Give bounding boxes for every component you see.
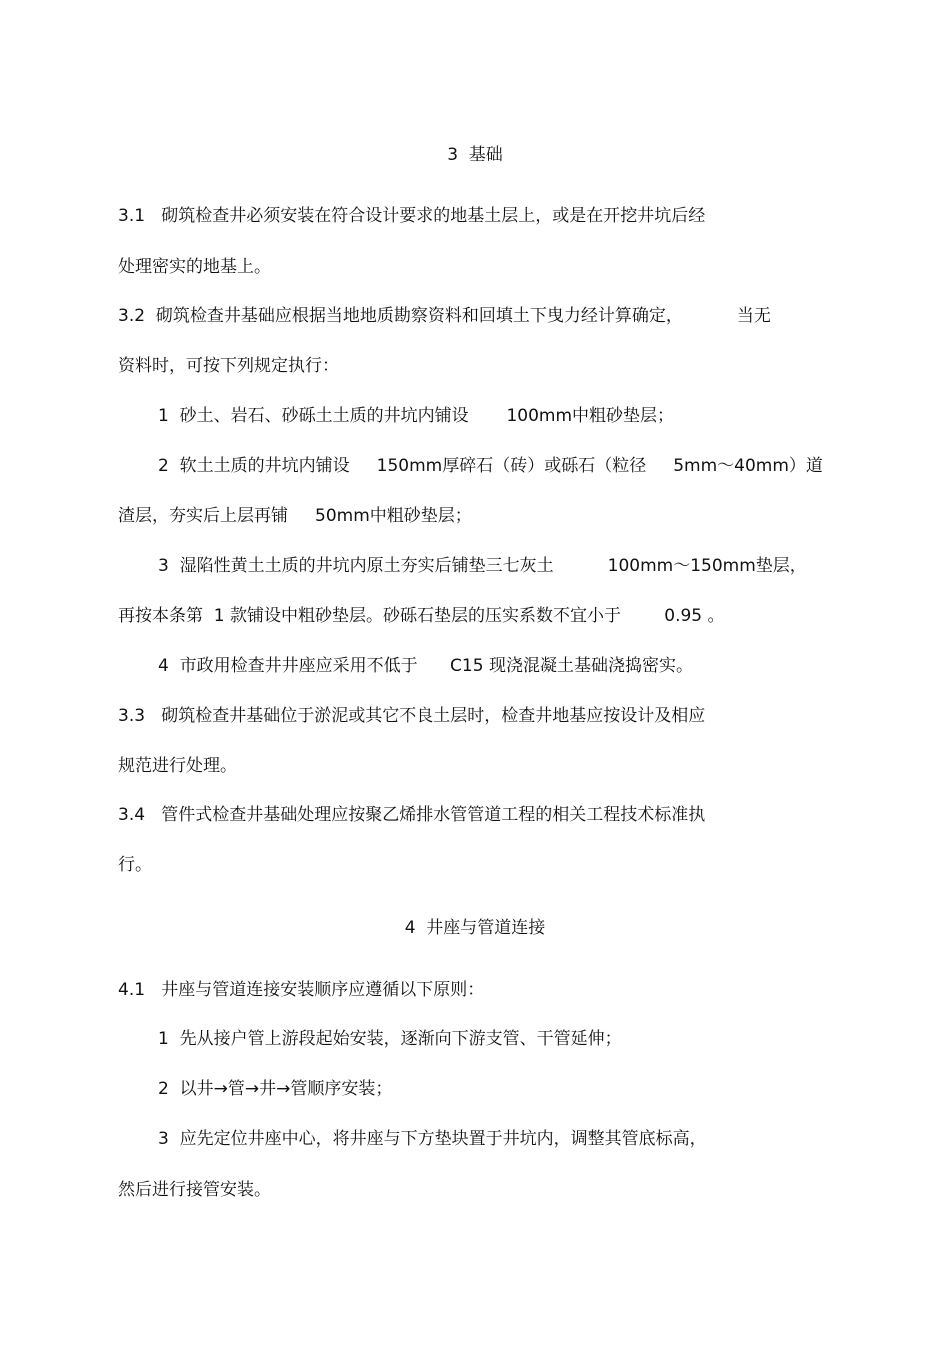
list-item-line: 3 应先定位井座中心，将井座与下方垫块置于井坑内，调整其管底标高， bbox=[158, 1129, 707, 1149]
list-item-line: 2 以井→管→井→管顺序安装； bbox=[158, 1079, 393, 1099]
paragraph-line: 行。 bbox=[118, 855, 152, 875]
paragraph-line: 资料时，可按下列规定执行： bbox=[118, 356, 339, 376]
paragraph-line: 处理密实的地基上。 bbox=[118, 257, 271, 277]
section-heading: 4 井座与管道连接 bbox=[404, 918, 546, 938]
section-heading: 3 基础 bbox=[447, 145, 503, 165]
paragraph-line: 再按本条第 1 款铺设中粗砂垫层。砂砾石垫层的压实系数不宜小于 0.95 。 bbox=[118, 606, 725, 626]
list-item-line: 1 砂土、岩石、砂砾土土质的井坑内铺设 100mm中粗砂垫层； bbox=[158, 406, 675, 426]
paragraph-line: 渣层，夯实后上层再铺 50mm中粗砂垫层； bbox=[118, 506, 472, 526]
paragraph-line: 规范进行处理。 bbox=[118, 756, 237, 776]
paragraph-line: 4.1 井座与管道连接安装顺序应遵循以下原则： bbox=[118, 980, 485, 1000]
paragraph-line: 3.2 砌筑检查井基础应根据当地地质勘察资料和回填土下曳力经计算确定， 当无 bbox=[118, 306, 771, 326]
list-item-line: 4 市政用检查井井座应采用不低于 C15 现浇混凝土基础浇捣密实。 bbox=[158, 656, 693, 676]
paragraph-line: 3.4 管件式检查井基础处理应按聚乙烯排水管管道工程的相关工程技术标准执 bbox=[118, 805, 706, 825]
paragraph-line: 3.3 砌筑检查井基础位于淤泥或其它不良土层时，检查井地基应按设计及相应 bbox=[118, 706, 706, 726]
paragraph-line: 3.1 砌筑检查井必须安装在符合设计要求的地基土层上，或是在开挖井坑后经 bbox=[118, 206, 706, 226]
paragraph-line: 然后进行接管安装。 bbox=[118, 1180, 271, 1200]
list-item-line: 1 先从接户管上游段起始安装，逐渐向下游支管、干管延伸； bbox=[158, 1029, 622, 1049]
list-item-line: 2 软土土质的井坑内铺设 150mm厚碎石（砖）或砾石（粒径 5mm～40mm）道 bbox=[158, 456, 823, 476]
list-item-line: 3 湿陷性黄土土质的井坑内原土夯实后铺垫三七灰土 100mm～150mm垫层， bbox=[158, 556, 807, 576]
